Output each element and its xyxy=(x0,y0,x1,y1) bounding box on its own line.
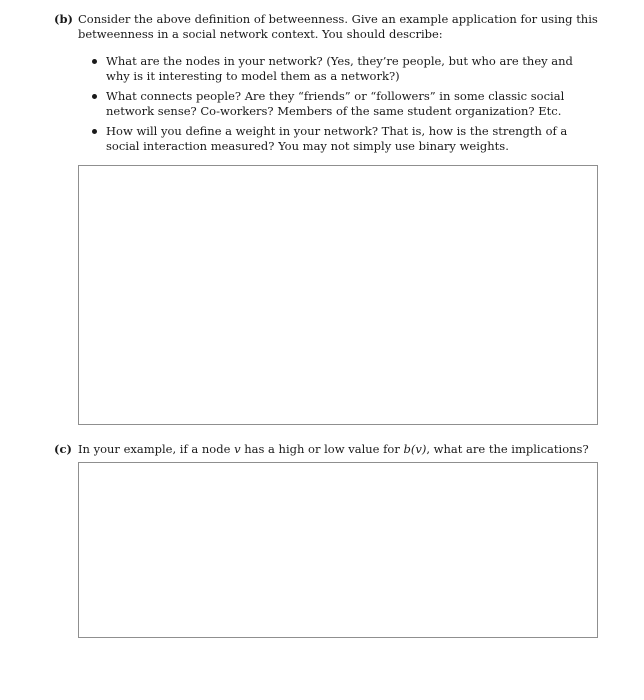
bullet-weights-text: How will you define a weight in your network? That is, how is the strength of a social interaction measured? You may not simply use binary weights. xyxy=(106,124,568,153)
var-v: v xyxy=(234,442,241,456)
part-c-label: (c) xyxy=(54,442,72,456)
bullet-dot-icon xyxy=(92,59,97,64)
part-c-prefix: In your example, if a node xyxy=(78,442,235,456)
bullet-connections-text: What connects people? Are they “friends” or “followers” in some classic social network sense? Co-workers? Members of the same student organization? Etc. xyxy=(106,89,565,118)
part-b-answer-box[interactable] xyxy=(78,165,598,425)
func-b-of-v: b(v) xyxy=(403,442,427,456)
part-c-question xyxy=(78,442,600,457)
bullet-dot-icon xyxy=(92,94,97,99)
part-b-intro: Consider the above definition of betweenness. Give an example application for using this betweenness in a social network context. You should describe: xyxy=(78,12,598,41)
bullet-connections xyxy=(92,89,598,119)
part-c-suffix: , what are the implications? xyxy=(426,442,589,456)
bullet-dot-icon xyxy=(92,129,97,134)
bullet-nodes xyxy=(92,54,598,84)
part-c-middle: has a high or low value for xyxy=(240,442,404,456)
bullet-nodes-text: What are the nodes in your network? (Yes, they’re people, but who are they and why is it interesting to model them as a network?) xyxy=(106,54,573,83)
part-b-bullet-list xyxy=(92,54,598,159)
bullet-weights xyxy=(92,124,598,154)
part-b-label: (b) xyxy=(54,12,73,26)
part-c-answer-box[interactable] xyxy=(78,462,598,638)
